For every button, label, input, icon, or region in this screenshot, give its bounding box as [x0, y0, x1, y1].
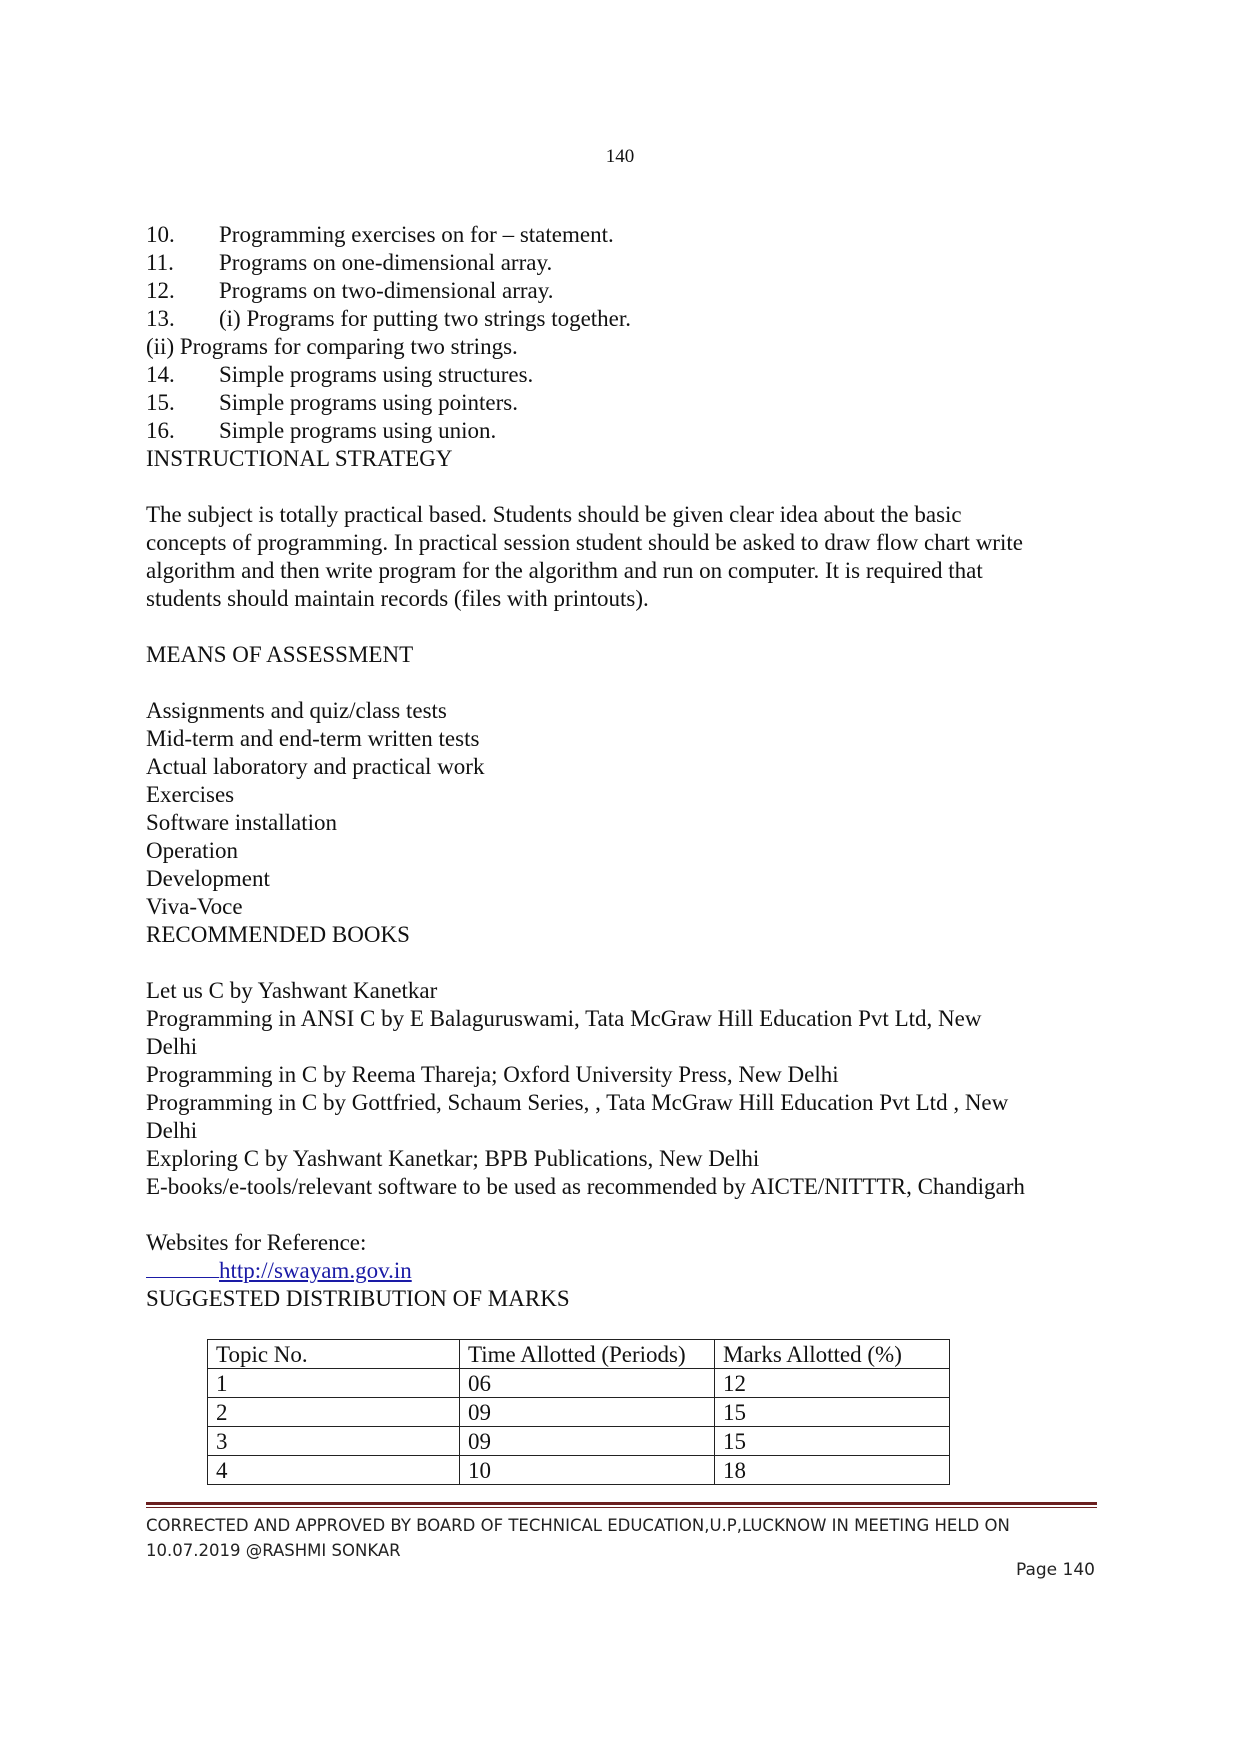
book-line: Programming in C by Gottfried, Schaum Series, , Tata McGraw Hill Education Pvt Ltd , New — [146, 1090, 1009, 1115]
assessment-item: Viva-Voce — [146, 894, 243, 919]
exercise-item — [146, 277, 1106, 305]
table-row — [208, 1398, 950, 1427]
marks-table — [207, 1339, 950, 1485]
exercise-item — [146, 389, 1106, 417]
table-row — [208, 1427, 950, 1456]
link-underline-lead — [146, 1257, 219, 1278]
spacer — [146, 473, 1106, 501]
table-cell: 09 — [460, 1398, 715, 1427]
book-line: Delhi — [146, 1118, 198, 1143]
assessment-item: Software installation — [146, 810, 337, 835]
footer-divider-thick — [146, 1502, 1097, 1505]
book-line: Exploring C by Yashwant Kanetkar; BPB Publications, New Delhi — [146, 1146, 760, 1171]
assessment-item: Assignments and quiz/class tests — [146, 698, 447, 723]
exercise-item — [146, 305, 1106, 333]
column-header: Topic No. — [208, 1340, 460, 1369]
exercise-number: 15. — [146, 390, 175, 415]
exercise-text: (i) Programs for putting two strings together. — [219, 306, 632, 331]
book-line: Delhi — [146, 1034, 198, 1059]
exercise-text: Programs on one-dimensional array. — [219, 250, 553, 275]
assessment-item: Mid-term and end-term written tests — [146, 726, 480, 751]
spacer — [146, 669, 1106, 697]
exercise-text: Programming exercises on for – statement. — [219, 222, 614, 247]
column-header: Marks Allotted (%) — [715, 1340, 950, 1369]
footer-divider-thin — [146, 1507, 1097, 1508]
exercise-item — [146, 417, 1106, 445]
table-row — [208, 1456, 950, 1485]
exercise-text: Simple programs using union. — [219, 418, 497, 443]
assessment-item: Operation — [146, 838, 238, 863]
column-header: Time Allotted (Periods) — [460, 1340, 715, 1369]
document-body — [146, 221, 1106, 1313]
exercise-item — [146, 361, 1106, 389]
table-cell: 06 — [460, 1369, 715, 1398]
instructional-strategy-heading: INSTRUCTIONAL STRATEGY — [146, 446, 453, 471]
instructional-line: students should maintain records (files with printouts). — [146, 586, 649, 611]
book-line: E-books/e-tools/relevant software to be used as recommended by AICTE/NITTTR, Chandigarh — [146, 1174, 1025, 1199]
footer-line: 10.07.2019 @RASHMI SONKAR — [146, 1541, 401, 1560]
table-cell: 15 — [715, 1398, 950, 1427]
exercise-text: Programs on two-dimensional array. — [219, 278, 554, 303]
book-line: Let us C by Yashwant Kanetkar — [146, 978, 438, 1003]
book-line: Programming in C by Reema Thareja; Oxford University Press, New Delhi — [146, 1062, 839, 1087]
exercise-item — [146, 221, 1106, 249]
exercise-number: 10. — [146, 222, 175, 247]
swayam-link[interactable]: http://swayam.gov.in — [219, 1258, 412, 1283]
table-cell: 15 — [715, 1427, 950, 1456]
table-cell: 1 — [208, 1369, 460, 1398]
footer-line: CORRECTED AND APPROVED BY BOARD OF TECHNICAL EDUCATION,U.P,LUCKNOW IN MEETING HELD ON — [146, 1516, 1010, 1535]
table-cell: 18 — [715, 1456, 950, 1485]
table-cell: 10 — [460, 1456, 715, 1485]
table-cell: 09 — [460, 1427, 715, 1456]
exercise-number: 12. — [146, 278, 175, 303]
table-cell: 2 — [208, 1398, 460, 1427]
exercise-subitem: (ii) Programs for comparing two strings. — [146, 334, 518, 359]
table-cell: 3 — [208, 1427, 460, 1456]
exercise-number: 11. — [146, 250, 174, 275]
table-header-row — [208, 1340, 950, 1369]
website-link-line — [146, 1257, 1106, 1285]
table-row — [208, 1369, 950, 1398]
assessment-item: Exercises — [146, 782, 235, 807]
instructional-line: algorithm and then write program for the algorithm and run on computer. It is required that — [146, 558, 983, 583]
exercise-text: Simple programs using pointers. — [219, 390, 518, 415]
assessment-item: Development — [146, 866, 270, 891]
instructional-line: The subject is totally practical based. Students should be given clear idea about the basic — [146, 502, 962, 527]
websites-label: Websites for Reference: — [146, 1230, 367, 1255]
page-number-footer: Page 140 — [1015, 1560, 1095, 1580]
spacer — [146, 1201, 1106, 1229]
exercise-item — [146, 249, 1106, 277]
table-cell: 4 — [208, 1456, 460, 1485]
footer-approval-note — [146, 1513, 1106, 1563]
marks-distribution-heading: SUGGESTED DISTRIBUTION OF MARKS — [146, 1286, 570, 1311]
exercise-text: Simple programs using structures. — [219, 362, 534, 387]
assessment-heading: MEANS OF ASSESSMENT — [146, 642, 414, 667]
instructional-line: concepts of programming. In practical session student should be asked to draw flow chart write — [146, 530, 1023, 555]
exercise-number: 13. — [146, 306, 175, 331]
page-number-header: 140 — [605, 146, 635, 167]
exercise-number: 14. — [146, 362, 175, 387]
spacer — [146, 949, 1106, 977]
book-line: Programming in ANSI C by E Balaguruswami, Tata McGraw Hill Education Pvt Ltd, New — [146, 1006, 982, 1031]
table-cell: 12 — [715, 1369, 950, 1398]
assessment-item: Actual laboratory and practical work — [146, 754, 485, 779]
spacer — [146, 613, 1106, 641]
exercise-number: 16. — [146, 418, 175, 443]
recommended-books-heading: RECOMMENDED BOOKS — [146, 922, 410, 947]
